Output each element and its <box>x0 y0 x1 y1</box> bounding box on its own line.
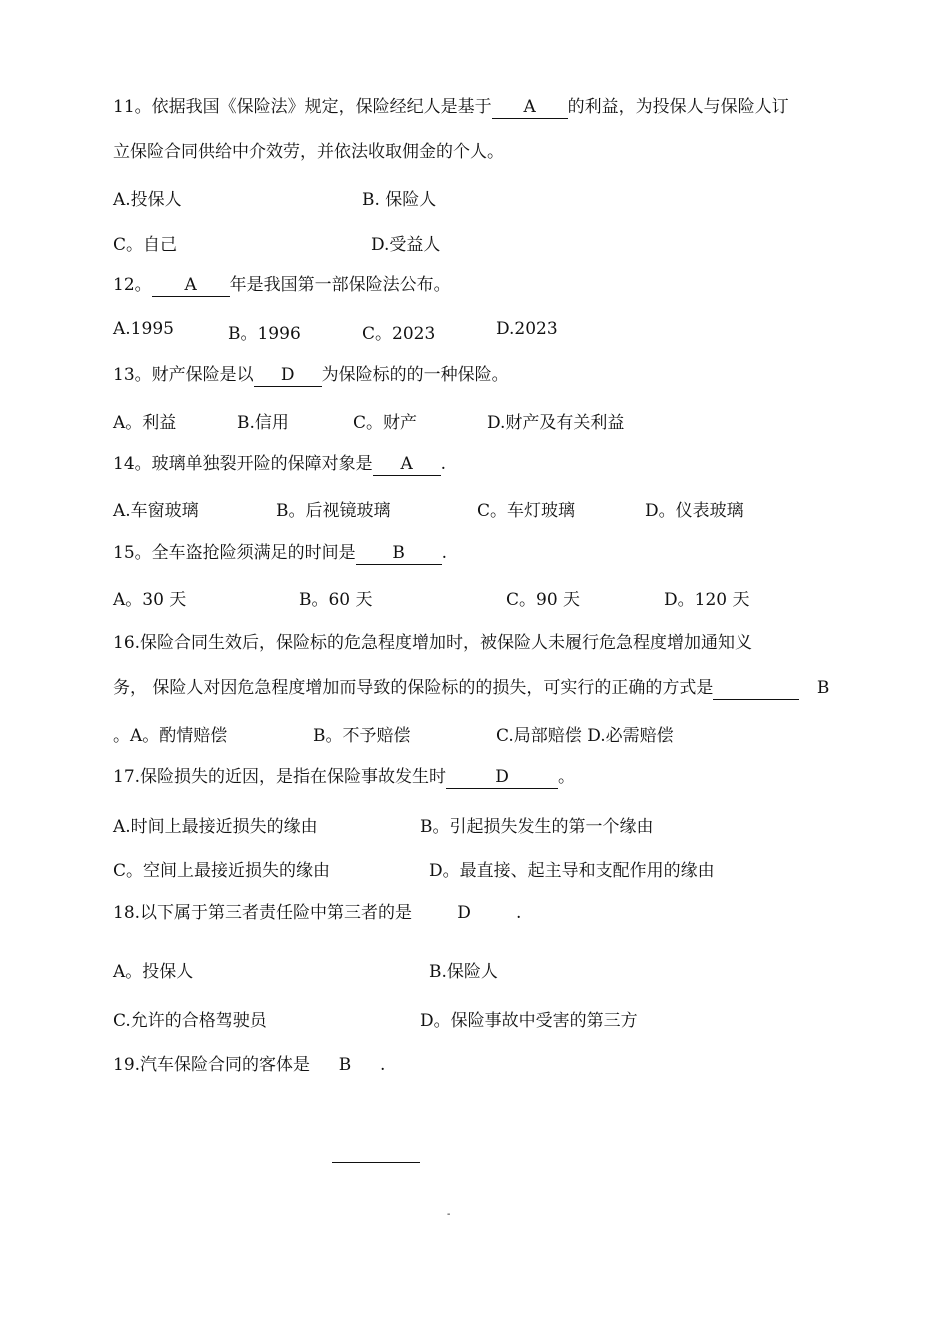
question-19-text: 19.汽车保险合同的客体是 <box>113 1055 311 1075</box>
option-16-b: B。不予赔偿 <box>313 726 411 746</box>
option-18-d: D。保险事故中受害的第三方 <box>420 1011 638 1031</box>
question-16-line1: 16.保险合同生效后，保险标的危急程度增加时，被保险人未履行危急程度增加通知义 <box>113 633 753 653</box>
answer-blank-13: D <box>254 364 322 387</box>
answer-blank-16 <box>713 677 799 700</box>
option-11-d: D.受益人 <box>371 235 441 255</box>
question-11-line1 <box>113 95 789 119</box>
option-11-a: A.投保人 <box>113 190 182 210</box>
option-12-a: A.1995 <box>113 319 174 339</box>
option-14-c: C。车灯玻璃 <box>477 501 576 521</box>
option-15-a: A。30 天 <box>113 590 187 610</box>
option-12-d: D.2023 <box>496 319 558 339</box>
option-14-b: B。后视镜玻璃 <box>276 501 391 521</box>
question-19-text-cont: . <box>380 1055 386 1075</box>
option-11-c: C。自己 <box>113 235 178 255</box>
question-17-text-cont: 。 <box>558 767 576 787</box>
question-17-text: 17.保险损失的近因，是指在保险事故发生时 <box>113 767 447 787</box>
option-13-a: A。利益 <box>113 413 177 433</box>
question-13-text: 13。财产保险是以 <box>113 365 254 385</box>
question-17 <box>113 765 575 789</box>
question-18-text-cont: . <box>516 903 522 923</box>
option-15-b: B。60 天 <box>299 590 373 610</box>
question-15-text: 15。全车盗抢险须满足的时间是 <box>113 543 356 563</box>
answer-blank-11: A <box>492 96 568 119</box>
option-12-b: B。1996 <box>228 324 301 344</box>
option-18-b: B.保险人 <box>429 962 498 982</box>
answer-underline-19 <box>332 1162 420 1163</box>
question-15 <box>113 541 447 565</box>
option-17-d: D。最直接、起主导和支配作用的缘由 <box>429 861 715 881</box>
answer-19: B <box>338 1055 352 1075</box>
option-14-a: A.车窗玻璃 <box>113 501 199 521</box>
option-18-a: A。投保人 <box>113 962 194 982</box>
option-17-c: C。空间上最接近损失的缘由 <box>113 861 331 881</box>
answer-16: B <box>816 678 830 698</box>
question-11-line2: 立保险合同供给中介效劳，并依法收取佣金的个人。 <box>113 142 504 162</box>
question-14-text: 14。玻璃单独裂开险的保障对象是 <box>113 454 373 474</box>
question-16-text: 务， 保险人对因危急程度增加而导致的保险标的的损失，可实行的正确的方式是 <box>113 678 714 698</box>
question-11-text: 11。依据我国《保险法》规定，保险经纪人是基于 <box>113 97 492 117</box>
question-18 <box>113 901 521 925</box>
question-14-text-cont: . <box>440 454 447 474</box>
option-13-d: D.财产及有关利益 <box>487 413 625 433</box>
option-18-c: C.允许的合格驾驶员 <box>113 1011 267 1031</box>
option-13-c: C。财产 <box>353 413 418 433</box>
question-13-text-cont: 为保险标的的一种保险。 <box>321 365 509 385</box>
answer-blank-12: A <box>152 274 230 297</box>
option-14-d: D。仪表玻璃 <box>645 501 744 521</box>
question-12-text-cont: 年是我国第一部保险法公布。 <box>229 275 451 295</box>
question-19 <box>113 1053 385 1077</box>
answer-blank-17: D <box>446 766 558 789</box>
option-13-b: B.信用 <box>237 413 289 433</box>
question-13 <box>113 363 509 387</box>
answer-blank-14: A <box>373 453 441 476</box>
question-14 <box>113 452 446 476</box>
question-18-text: 18.以下属于第三者责任险中第三者的是 <box>113 903 413 923</box>
option-15-c: C。90 天 <box>506 590 581 610</box>
page-footer-mark: - <box>447 1209 451 1220</box>
option-16-cd: C.局部赔偿 D.必需赔偿 <box>496 726 674 746</box>
answer-blank-15: B <box>356 542 442 565</box>
question-12 <box>113 273 451 297</box>
question-15-text-cont: . <box>441 543 448 563</box>
option-17-a: A.时间上最接近损失的缘由 <box>113 817 318 837</box>
question-16-line2 <box>113 676 829 700</box>
option-16-a: 。A。酌情赔偿 <box>113 726 228 746</box>
option-12-c: C。2023 <box>362 324 436 344</box>
question-12-text: 12。 <box>113 275 152 295</box>
option-15-d: D。120 天 <box>664 590 750 610</box>
option-17-b: B。引起损失发生的第一个缘由 <box>420 817 654 837</box>
answer-18: D <box>457 903 471 923</box>
option-11-b: B. 保险人 <box>362 190 437 210</box>
question-11-text-cont: 的利益，为投保人与保险人订 <box>567 97 789 117</box>
